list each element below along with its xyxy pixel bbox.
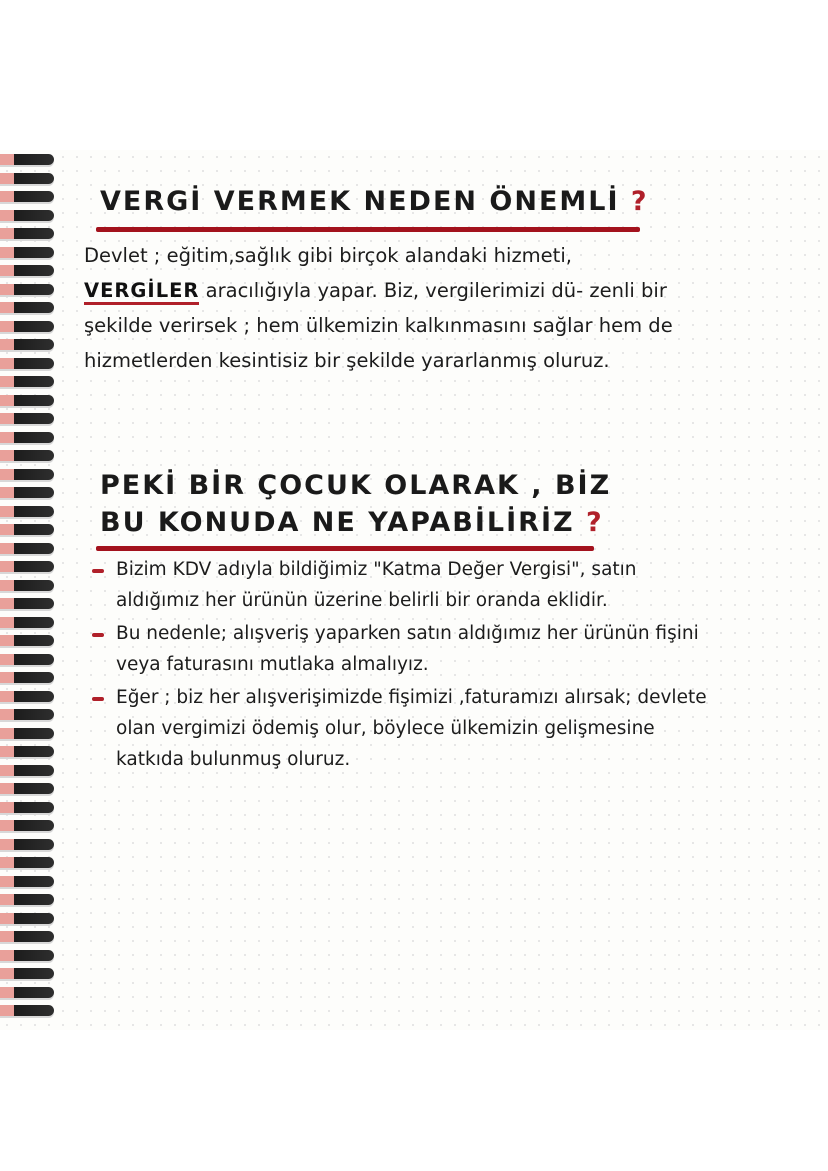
spiral-coil xyxy=(0,358,54,369)
question-mark: ? xyxy=(630,186,649,217)
spiral-coil xyxy=(0,432,54,443)
spiral-coil xyxy=(0,950,54,961)
spiral-coil xyxy=(0,617,54,628)
spiral-coil xyxy=(0,376,54,387)
list-item xyxy=(92,682,712,775)
list-item xyxy=(92,618,712,680)
spiral-coil xyxy=(0,765,54,776)
spiral-coil xyxy=(0,839,54,850)
spiral-coil xyxy=(0,820,54,831)
heading-underline xyxy=(96,546,594,551)
spiral-coil xyxy=(0,302,54,313)
list-item-text: Bizim KDV adıyla bildiğimiz "Katma Değer Vergisi", satın aldığımız her ürünün üzerine belirli bir oranda eklidir. xyxy=(116,559,637,611)
spiral-coil xyxy=(0,783,54,794)
spiral-coil xyxy=(0,487,54,498)
spiral-coil xyxy=(0,987,54,998)
spiral-coil xyxy=(0,210,54,221)
spiral-coil xyxy=(0,876,54,887)
spiral-coil xyxy=(0,450,54,461)
spiral-coil xyxy=(0,672,54,683)
spiral-coil xyxy=(0,968,54,979)
keyword-vergiler: VERGİLER xyxy=(84,279,199,305)
spiral-coil xyxy=(0,469,54,480)
spiral-coil xyxy=(0,709,54,720)
spiral-coil xyxy=(0,247,54,258)
spiral-coil xyxy=(0,524,54,535)
spiral-coil xyxy=(0,561,54,572)
spiral-coil xyxy=(0,931,54,942)
spiral-coil xyxy=(0,580,54,591)
notebook-page xyxy=(0,150,828,1030)
paragraph-lead: Devlet ; eğitim,sağlık gibi birçok alandaki hizmeti, xyxy=(84,244,572,267)
spiral-coil xyxy=(0,654,54,665)
tips-list xyxy=(92,554,712,777)
spiral-coil xyxy=(0,1005,54,1016)
list-item-text: Bu nedenle; alışveriş yaparken satın aldığımız her ürünün fişini veya faturasını mutlaka almalıyız. xyxy=(116,623,699,675)
section-heading-why-tax xyxy=(100,186,649,217)
spiral-coil xyxy=(0,395,54,406)
spiral-coil xyxy=(0,173,54,184)
spiral-coil xyxy=(0,635,54,646)
spiral-coil xyxy=(0,746,54,757)
spiral-coil xyxy=(0,191,54,202)
dash-bullet-icon xyxy=(92,697,104,701)
spiral-coil xyxy=(0,413,54,424)
dash-bullet-icon xyxy=(92,569,104,573)
spiral-binding xyxy=(0,150,58,1020)
spiral-coil xyxy=(0,691,54,702)
dash-bullet-icon xyxy=(92,633,104,637)
spiral-coil xyxy=(0,728,54,739)
spiral-coil xyxy=(0,265,54,276)
spiral-coil xyxy=(0,598,54,609)
heading-text: VERGİ VERMEK NEDEN ÖNEMLİ xyxy=(100,186,620,217)
spiral-coil xyxy=(0,321,54,332)
spiral-coil xyxy=(0,506,54,517)
spiral-coil xyxy=(0,802,54,813)
spiral-coil xyxy=(0,154,54,165)
spiral-coil xyxy=(0,894,54,905)
section-heading-child-line1: PEKİ BİR ÇOCUK OLARAK , BİZ xyxy=(100,470,612,501)
spiral-coil xyxy=(0,857,54,868)
spiral-coil xyxy=(0,228,54,239)
spiral-coil xyxy=(0,913,54,924)
intro-paragraph xyxy=(84,238,694,378)
spiral-coil xyxy=(0,284,54,295)
question-mark: ? xyxy=(586,507,604,538)
spiral-coil xyxy=(0,543,54,554)
spiral-coil xyxy=(0,339,54,350)
paragraph-rest: aracılığıyla yapar. Biz, vergilerimizi dü- zenli bir şekilde verirsek ; hem ülkemizin kalkınmasını sağlar hem de hizmetlerden kesintisiz bir şekilde yararlanmış oluruz. xyxy=(84,279,673,372)
list-item-text: Eğer ; biz her alışverişimizde fişimizi ,faturamızı alırsak; devlete olan vergimizi ödemiş olur, böylece ülkemizin gelişmesine katkıda bulunmuş oluruz. xyxy=(116,687,707,770)
section-heading-child-line2 xyxy=(100,507,604,538)
heading-text: BU KONUDA NE YAPABİLİRİZ xyxy=(100,507,575,538)
list-item xyxy=(92,554,712,616)
heading-underline xyxy=(96,227,640,232)
